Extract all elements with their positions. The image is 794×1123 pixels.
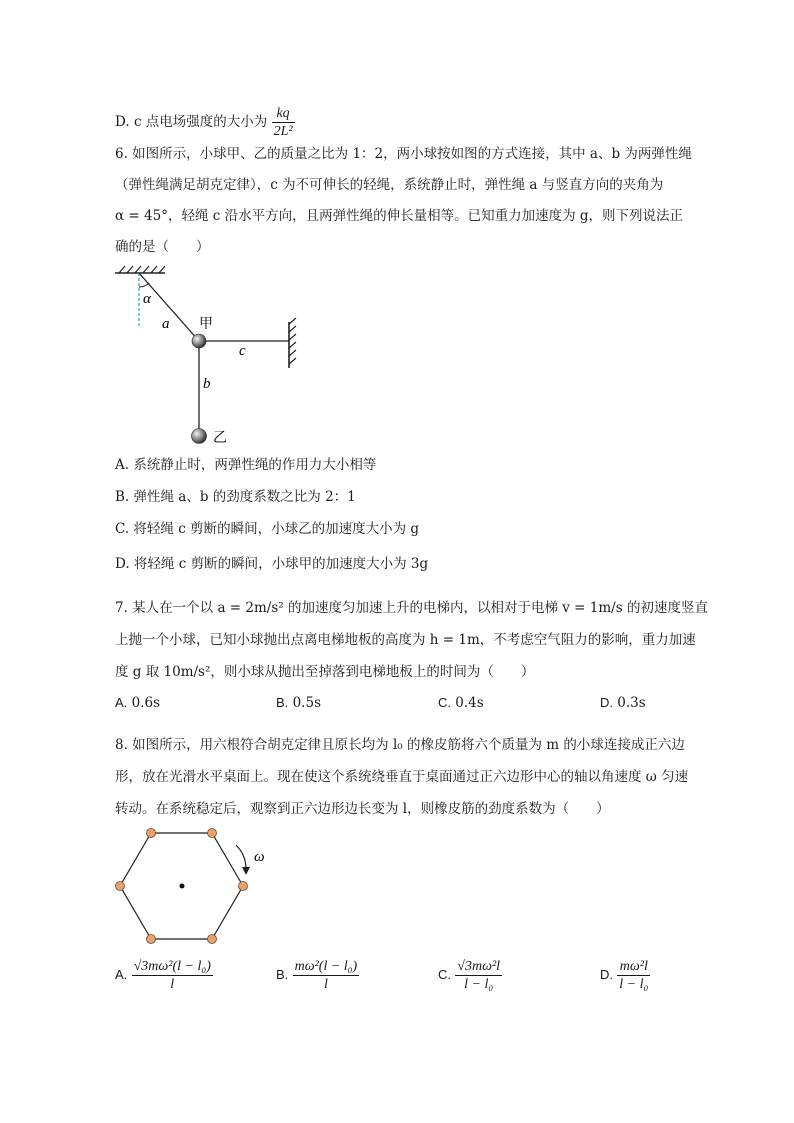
q7-line-1: 7. 某人在一个以 a = 2m/s² 的加速度匀加速上升的电梯内，以相对于电梯 v = 1m/s 的初速度竖直 [115, 600, 708, 616]
fraction-denominator: 2L² [273, 124, 293, 139]
option-value: 0.5s [292, 695, 321, 711]
fraction-denominator: l [323, 977, 328, 992]
q7-line-2: 上抛一个小球，已知小球抛出点离电梯地板的高度为 h = 1m，不考虑空气阻力的影响，重力加速 [115, 632, 696, 648]
q8-option-c [438, 958, 502, 993]
ball-right [239, 882, 248, 891]
label-omega: ω [254, 849, 265, 865]
rotation-arrow-icon [236, 845, 246, 869]
q7-option-b [276, 695, 321, 711]
q7-line-3: 度 g 取 10m/s²，则小球从抛出至掉落到电梯地板上的时间为（ ） [115, 664, 535, 680]
fraction-numerator: √3mω²l [457, 959, 501, 974]
label-jia: 甲 [199, 317, 213, 332]
fraction-numerator: √3mω²(l − l₀) [133, 959, 211, 974]
q7-option-c [438, 695, 484, 711]
label-alpha: α [143, 291, 151, 307]
option-value: 0.6s [131, 695, 160, 711]
ball-bottom-right [208, 935, 217, 944]
option-fraction [132, 958, 213, 993]
hexagon-center-dot [180, 884, 185, 889]
ball-bottom-left [147, 935, 156, 944]
q6-option-c: C. 将轻绳 c 剪断的瞬间，小球乙的加速度大小为 g [115, 521, 420, 537]
fraction-numerator: mω²l [617, 958, 650, 976]
ceiling-support [115, 266, 165, 273]
option-label: C. [438, 695, 451, 710]
label-c: c [239, 343, 246, 359]
option-label: D. [115, 114, 130, 130]
fraction-denominator: l [170, 977, 175, 992]
q6-figure [105, 262, 305, 452]
q6-line-2: （弹性绳满足胡克定律），c 为不可伸长的轻绳，系统静止时，弹性绳 a 与竖直方向的夹角为 [115, 177, 664, 193]
q8-hexagon-figure [110, 825, 280, 950]
q6-line-4: 确的是（ ） [115, 239, 210, 255]
q8-option-d [600, 958, 650, 993]
option-fraction [293, 958, 360, 993]
fraction-numerator: mω²(l − l₀) [294, 959, 358, 974]
label-yi: 乙 [213, 431, 227, 446]
ball-yi [192, 429, 207, 444]
option-fraction [455, 958, 502, 993]
q8-option-a [115, 958, 213, 993]
option-label: D. [600, 967, 613, 982]
q8-line-2: 形，放在光滑水平桌面上。现在使这个系统绕垂直于桌面通过正六边形中心的轴以角速度 ω 匀速 [115, 769, 689, 785]
q6-option-b: B. 弹性绳 a、b 的劲度系数之比为 2：1 [115, 489, 356, 505]
label-b: b [203, 376, 211, 392]
fraction-numerator: kq [272, 105, 295, 123]
option-value: 0.3s [617, 695, 646, 711]
fraction-denominator: l − l₀ [464, 977, 494, 992]
label-a: a [162, 316, 170, 332]
option-value: 0.4s [455, 695, 484, 711]
option-label: C. [438, 967, 451, 982]
q6-line-3: α = 45°，轻绳 c 沿水平方向，且两弹性绳的伸长量相等。已知重力加速度为 g，则下列说法正 [115, 208, 684, 224]
q6-option-d: D. 将轻绳 c 剪断的瞬间，小球甲的加速度大小为 3g [115, 556, 429, 572]
q6-option-a: A. 系统静止时，两弹性绳的作用力大小相等 [115, 457, 377, 473]
q8-line-3: 转动。在系统稳定后，观察到正六边形边长变为 l，则橡皮筋的劲度系数为（ ） [115, 801, 610, 817]
ball-top-left [147, 829, 156, 838]
fraction [272, 105, 295, 140]
ball-left [116, 882, 125, 891]
wall-support [289, 318, 296, 368]
option-label: D. [600, 695, 613, 710]
ball-jia [192, 334, 206, 348]
q6-line-1: 6. 如图所示，小球甲、乙的质量之比为 1：2，两小球按如图的方式连接，其中 a、b 为两弹性绳 [115, 146, 692, 162]
option-label: B. [276, 967, 289, 982]
q8-line-1: 8. 如图所示，用六根符合胡克定律且原长均为 l₀ 的橡皮筋将六个质量为 m 的小球连接成正六边 [115, 737, 685, 753]
q7-option-d [600, 695, 646, 711]
option-label: A. [115, 695, 128, 710]
q7-option-a [115, 695, 160, 711]
option-text: c 点电场强度的大小为 [133, 114, 268, 130]
prev-option-d [115, 105, 295, 140]
fraction-denominator: l − l₀ [619, 977, 649, 992]
q8-option-b [276, 958, 359, 993]
option-label: A. [115, 967, 128, 982]
option-label: B. [276, 695, 289, 710]
ball-top-right [208, 829, 217, 838]
option-fraction [617, 958, 650, 993]
arrow-head [242, 867, 250, 875]
